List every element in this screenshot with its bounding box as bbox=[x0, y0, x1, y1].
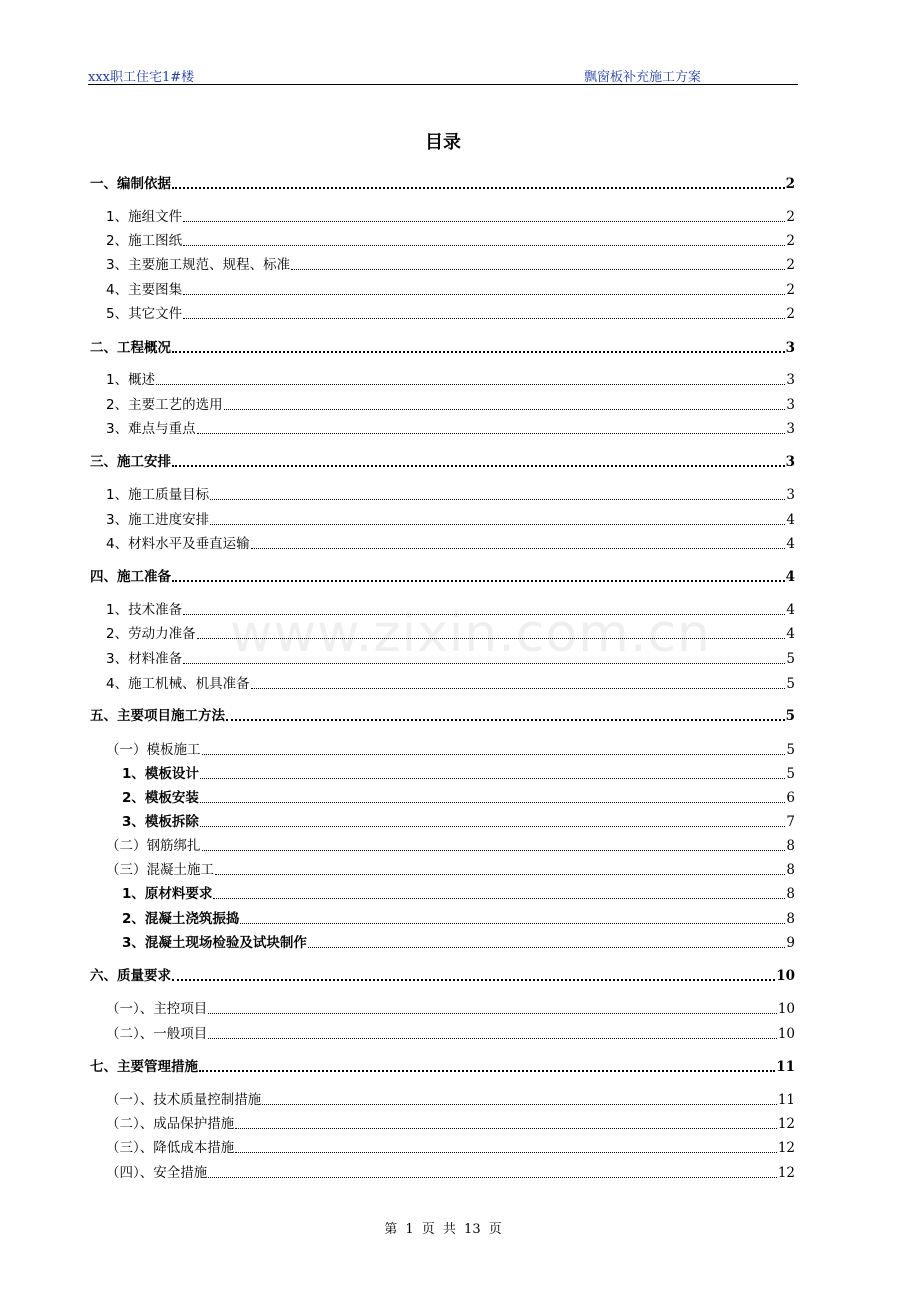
toc-entry[interactable] bbox=[106, 485, 795, 505]
toc-entry-label: 2、主要工艺的选用 bbox=[106, 397, 223, 413]
toc-entry-label: 二、工程概况 bbox=[90, 340, 171, 356]
toc-entry-label: 3、模板拆除 bbox=[122, 814, 199, 830]
toc-entry-page: 8 bbox=[786, 911, 795, 927]
toc-entry[interactable] bbox=[122, 788, 795, 808]
toc-entry[interactable] bbox=[106, 395, 795, 415]
toc-leader bbox=[213, 898, 785, 899]
watermark: www.zixin.com.cn bbox=[230, 604, 711, 664]
toc-entry-page: 10 bbox=[777, 1001, 795, 1017]
toc-entry-label: 4、施工机械、机具准备 bbox=[106, 676, 250, 692]
page-footer: 第 1 页 共 13 页 bbox=[384, 1222, 502, 1237]
toc-entry[interactable] bbox=[122, 812, 795, 832]
toc-entry-page: 11 bbox=[777, 1092, 795, 1108]
toc-entry-page: 4 bbox=[785, 569, 795, 585]
header-left-text: xxx职工住宅1#楼 bbox=[88, 70, 195, 85]
toc-entry-label: 1、原材料要求 bbox=[122, 886, 213, 902]
toc-entry[interactable] bbox=[106, 1138, 795, 1158]
toc-leader bbox=[172, 187, 785, 189]
toc-entry[interactable] bbox=[90, 1057, 795, 1077]
toc-entry-label: 三、施工安排 bbox=[90, 454, 171, 470]
toc-leader bbox=[210, 524, 785, 525]
toc-entry-page: 2 bbox=[786, 209, 795, 225]
toc-entry-label: 四、施工准备 bbox=[90, 569, 171, 585]
toc-leader bbox=[208, 1013, 777, 1014]
toc-leader bbox=[172, 580, 785, 582]
toc-entry-page: 2 bbox=[785, 176, 795, 192]
toc-leader bbox=[172, 979, 775, 981]
toc-leader bbox=[200, 802, 786, 803]
toc-leader bbox=[200, 826, 786, 827]
toc-entry[interactable] bbox=[122, 933, 795, 953]
toc-entry[interactable] bbox=[106, 304, 795, 324]
toc-leader bbox=[197, 433, 786, 434]
toc-entry-page: 5 bbox=[786, 766, 795, 782]
toc-entry-label: （四）、安全措施 bbox=[106, 1165, 208, 1181]
toc-entry-label: （一）、主控项目 bbox=[106, 1001, 208, 1017]
toc-entry-page: 3 bbox=[786, 421, 795, 437]
toc-entry[interactable] bbox=[106, 674, 795, 694]
toc-entry-page: 3 bbox=[786, 487, 795, 503]
toc-leader bbox=[202, 850, 786, 851]
toc-entry-page: 2 bbox=[786, 257, 795, 273]
toc-entry-label: （二）钢筋绑扎 bbox=[106, 838, 201, 854]
toc-entry[interactable] bbox=[106, 624, 795, 644]
toc-entry-page: 5 bbox=[786, 676, 795, 692]
toc-leader bbox=[308, 947, 786, 948]
toc-entry-label: 3、材料准备 bbox=[106, 651, 183, 667]
toc-entry[interactable] bbox=[106, 255, 795, 275]
toc-leader bbox=[202, 754, 786, 755]
toc-entry[interactable] bbox=[122, 764, 795, 784]
toc-leader bbox=[172, 465, 785, 467]
toc-entry[interactable] bbox=[90, 966, 795, 986]
toc-entry[interactable] bbox=[106, 836, 795, 856]
toc-leader bbox=[197, 638, 786, 639]
toc-leader bbox=[183, 318, 785, 319]
toc-entry-label: 3、混凝土现场检验及试块制作 bbox=[122, 935, 307, 951]
toc-leader bbox=[183, 245, 785, 246]
toc-entry-page: 12 bbox=[777, 1165, 795, 1181]
toc-entry-label: 2、劳动力准备 bbox=[106, 626, 196, 642]
toc-entry-label: 1、施工质量目标 bbox=[106, 487, 210, 503]
toc-entry[interactable] bbox=[122, 909, 795, 929]
page-title: 目录 bbox=[425, 132, 461, 153]
toc-entry-label: 4、材料水平及垂直运输 bbox=[106, 536, 250, 552]
toc-entry-page: 6 bbox=[786, 790, 795, 806]
toc-entry-label: 1、技术准备 bbox=[106, 602, 183, 618]
toc-entry[interactable] bbox=[106, 231, 795, 251]
toc-entry[interactable] bbox=[106, 600, 795, 620]
toc-leader bbox=[208, 1038, 777, 1039]
toc-entry[interactable] bbox=[106, 1090, 795, 1110]
toc-entry-label: 2、施工图纸 bbox=[106, 233, 183, 249]
toc-entry-label: （一）、技术质量控制措施 bbox=[106, 1092, 262, 1108]
toc-entry-label: 3、难点与重点 bbox=[106, 421, 196, 437]
toc-entry-label: 1、模板设计 bbox=[122, 766, 199, 782]
toc-entry[interactable] bbox=[106, 999, 795, 1019]
toc-entry-page: 4 bbox=[786, 626, 795, 642]
toc-entry[interactable] bbox=[106, 1024, 795, 1044]
toc-entry-label: 五、主要项目施工方法 bbox=[90, 708, 225, 724]
toc-entry-page: 10 bbox=[776, 968, 795, 984]
toc-entry[interactable] bbox=[106, 419, 795, 439]
toc-entry[interactable] bbox=[90, 567, 795, 587]
toc-entry-label: 2、模板安装 bbox=[122, 790, 199, 806]
toc-entry-label: 七、主要管理措施 bbox=[90, 1059, 198, 1075]
toc-leader bbox=[251, 688, 786, 689]
toc-entry-page: 5 bbox=[785, 708, 795, 724]
toc-entry-page: 7 bbox=[786, 814, 795, 830]
toc-leader bbox=[291, 269, 785, 270]
toc-entry-page: 10 bbox=[777, 1026, 795, 1042]
toc-entry-page: 3 bbox=[785, 340, 795, 356]
header-right-text: 飘窗板补充施工方案 bbox=[584, 70, 702, 85]
toc-leader bbox=[183, 663, 785, 664]
toc-entry-label: （一）模板施工 bbox=[106, 742, 201, 758]
toc-entry-page: 12 bbox=[777, 1140, 795, 1156]
toc-entry[interactable] bbox=[90, 338, 795, 358]
toc-entry[interactable] bbox=[106, 370, 795, 390]
toc-entry-page: 9 bbox=[786, 935, 795, 951]
toc-leader bbox=[199, 1070, 775, 1072]
toc-entry[interactable] bbox=[106, 740, 795, 760]
toc-leader bbox=[183, 221, 785, 222]
toc-entry[interactable] bbox=[106, 280, 795, 300]
toc-entry-page: 8 bbox=[786, 862, 795, 878]
toc-entry[interactable] bbox=[106, 1114, 795, 1134]
toc-entry-label: （二）、一般项目 bbox=[106, 1026, 208, 1042]
toc-leader bbox=[172, 351, 785, 353]
toc-leader bbox=[235, 1128, 777, 1129]
toc-entry[interactable] bbox=[106, 207, 795, 227]
toc-entry-label: 1、施组文件 bbox=[106, 209, 183, 225]
toc-entry-page: 11 bbox=[776, 1059, 795, 1075]
toc-entry-page: 4 bbox=[786, 512, 795, 528]
toc-entry[interactable] bbox=[90, 452, 795, 472]
toc-leader bbox=[224, 409, 786, 410]
toc-entry[interactable] bbox=[106, 860, 795, 880]
toc-entry-label: 六、质量要求 bbox=[90, 968, 171, 984]
toc-entry-page: 3 bbox=[785, 454, 795, 470]
toc-leader bbox=[183, 614, 785, 615]
toc-entry-page: 4 bbox=[786, 536, 795, 552]
toc-entry[interactable] bbox=[90, 174, 795, 194]
toc-leader bbox=[210, 499, 785, 500]
toc-leader bbox=[235, 1152, 777, 1153]
toc-entry-page: 2 bbox=[786, 306, 795, 322]
toc-entry-page: 2 bbox=[786, 233, 795, 249]
toc-entry-page: 5 bbox=[786, 742, 795, 758]
toc-entry-page: 3 bbox=[786, 372, 795, 388]
toc-entry-page: 2 bbox=[786, 282, 795, 298]
toc-entry-page: 4 bbox=[786, 602, 795, 618]
toc-leader bbox=[251, 548, 786, 549]
toc-entry-label: 1、概述 bbox=[106, 372, 156, 388]
toc-leader bbox=[200, 778, 786, 779]
toc-entry[interactable] bbox=[106, 510, 795, 530]
toc-entry-label: 一、编制依据 bbox=[90, 176, 171, 192]
toc-entry-label: （二）、成品保护措施 bbox=[106, 1116, 235, 1132]
toc-entry-page: 3 bbox=[786, 397, 795, 413]
toc-entry[interactable] bbox=[122, 884, 795, 904]
page-header bbox=[88, 66, 798, 85]
toc-entry-label: 2、混凝土浇筑振捣 bbox=[122, 911, 240, 927]
toc-leader bbox=[240, 923, 785, 924]
toc-entry[interactable] bbox=[90, 706, 795, 726]
toc-entry-page: 8 bbox=[786, 838, 795, 854]
toc-entry-label: 3、施工进度安排 bbox=[106, 512, 210, 528]
toc-entry-page: 8 bbox=[786, 886, 795, 902]
toc-leader bbox=[262, 1104, 777, 1105]
toc-leader bbox=[183, 294, 785, 295]
toc-entry-label: 3、主要施工规范、规程、标准 bbox=[106, 257, 291, 273]
toc-entry-page: 5 bbox=[786, 651, 795, 667]
toc-entry-page: 12 bbox=[777, 1116, 795, 1132]
toc-entry[interactable] bbox=[106, 534, 795, 554]
toc-leader bbox=[226, 719, 785, 721]
toc-entry[interactable] bbox=[106, 649, 795, 669]
toc-entry-label: （三）、降低成本措施 bbox=[106, 1140, 235, 1156]
toc-leader bbox=[156, 384, 785, 385]
toc-leader bbox=[215, 874, 785, 875]
toc-entry-label: （三）混凝土施工 bbox=[106, 862, 214, 878]
toc-entry-label: 4、主要图集 bbox=[106, 282, 183, 298]
toc-leader bbox=[208, 1177, 777, 1178]
toc-entry-label: 5、其它文件 bbox=[106, 306, 183, 322]
toc-entry[interactable] bbox=[106, 1163, 795, 1183]
